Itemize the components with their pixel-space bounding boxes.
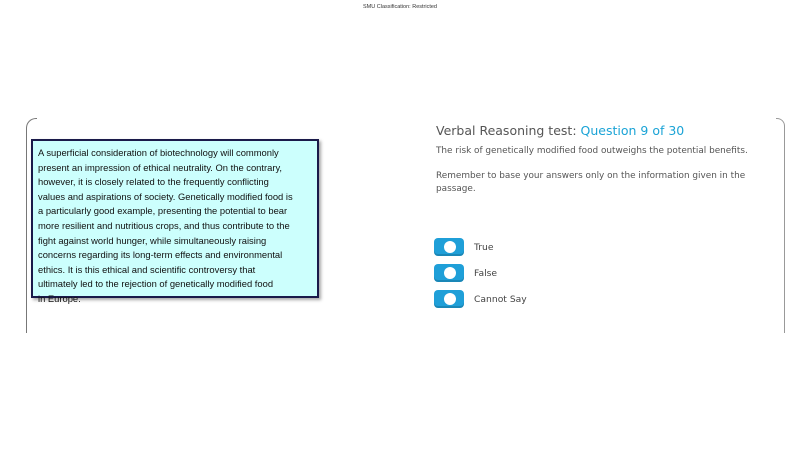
classification-label: SMU Classification: Restricted (363, 4, 437, 10)
question-number: Question 9 of 30 (580, 123, 685, 138)
instruction-text: Remember to base your answers only on the information given in the passage. (436, 171, 746, 194)
toggle-knob-icon (444, 241, 456, 253)
option-cannot-say-toggle[interactable] (434, 290, 464, 308)
passage-text: A superficial consideration of biotechnology will commonly present an impression of ethical neutrality. On the contrary, however, it is closely related to the frequently conflicting values and aspirations of society. Genetically modified food is a particularly good example, presenting the potential to bear more resilient and nutritious crops, and thus contribute to the fight against world hunger, while simultaneously raising concerns regarding its long-term effects and environmental ethics. It is this ethical and scientific controversy that ultimately led to the rejection of genetically modified food in Europe. (38, 147, 293, 304)
option-false[interactable] (434, 264, 527, 282)
toggle-knob-icon (444, 293, 456, 305)
option-false-toggle[interactable] (434, 264, 464, 282)
toggle-knob-icon (444, 267, 456, 279)
test-title (436, 123, 684, 138)
option-cannot-say[interactable] (434, 290, 527, 308)
answer-options (434, 238, 527, 316)
test-name: Verbal Reasoning test: (436, 123, 577, 138)
question-statement: The risk of genetically modified food outweighs the potential benefits. (436, 146, 748, 156)
content-frame-right-edge (776, 118, 785, 333)
option-true-toggle[interactable] (434, 238, 464, 256)
option-cannot-say-label[interactable]: Cannot Say (474, 293, 527, 305)
option-false-label[interactable]: False (474, 267, 498, 279)
option-true[interactable] (434, 238, 527, 256)
passage-box (31, 139, 319, 304)
option-true-label[interactable]: True (474, 241, 494, 253)
